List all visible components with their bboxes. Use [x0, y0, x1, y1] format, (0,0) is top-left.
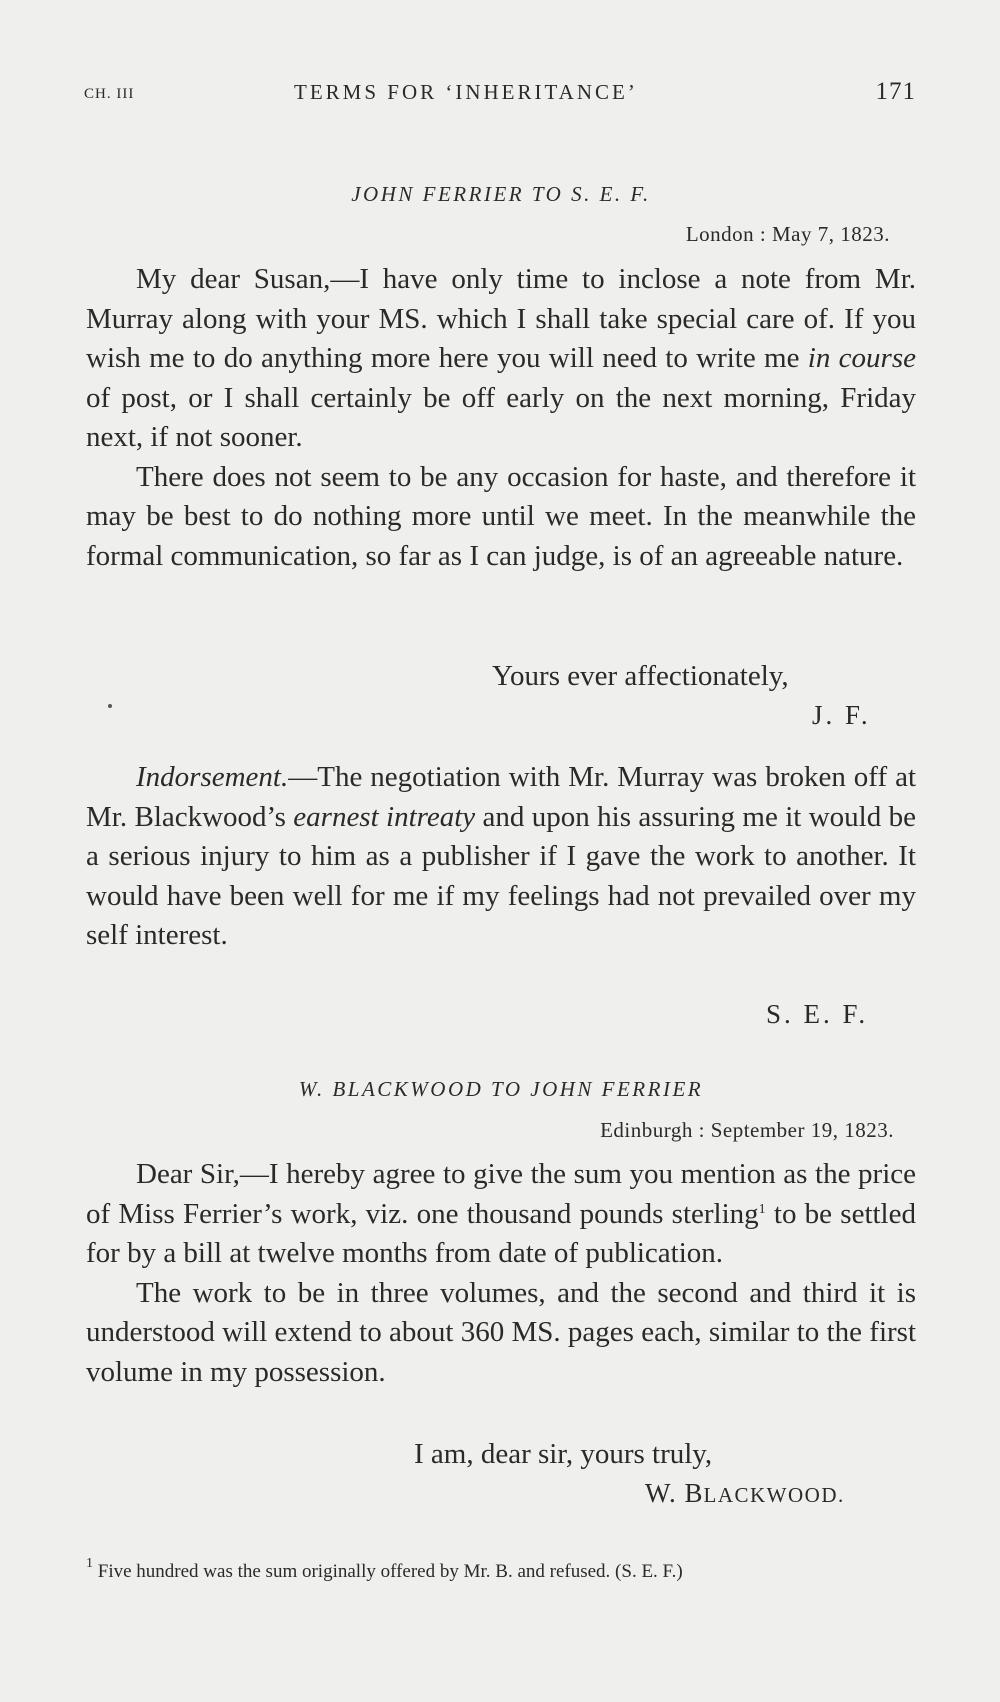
footnote: [86, 1558, 921, 1586]
indorsement-paragraph: [86, 758, 916, 956]
letter2-paragraph: [86, 1155, 916, 1274]
letter1-heading: JOHN FERRIER TO S. E. F.: [351, 182, 651, 206]
footnote-reference[interactable]: 1: [758, 1201, 766, 1217]
indorsement-text-end: and upon his assuring me it would be a serious injury to him as a publisher if I gave the work to another. It would have been well for me if my feelings had not prevailed over my self interest.: [86, 800, 916, 951]
indorsement-signature: S. E. F.: [766, 999, 869, 1029]
running-title: TERMS FOR ‘INHERITANCE’: [294, 80, 638, 104]
page-number: 171: [875, 78, 916, 105]
stray-mark: [108, 704, 112, 708]
footnote-mark: 1: [86, 1556, 93, 1571]
signature-initial: W. B: [645, 1478, 704, 1508]
letter1-para1-end: of post, or I shall certainly be off early on the next morning, Friday next, if not sooner.: [86, 381, 916, 453]
letter2-para1-start: Dear Sir,—I hereby agree to give the sum you mention as the price of Miss Ferrier’s work, viz. one thousand pounds sterling: [86, 1158, 916, 1230]
letter1-signature: J. F.: [812, 700, 871, 730]
letter1-para1-text: My dear Susan,—I have only time to inclose a note from Mr. Murray along with your MS. which I shall take special care of. If you wish me to do anything more here you will need to write me: [86, 263, 916, 374]
letter2-signature: [645, 1478, 845, 1509]
indorsement-label: Indorsement.: [136, 761, 289, 793]
indorsement-text-start: —The negotiation with Mr. Murray was broken off at Mr. Blackwood’s: [86, 761, 916, 833]
letter1-paragraph: There does not seem to be any occasion for haste, and therefore it may be best to do nothing more until we meet. In the meanwhile the formal communication, so far as I can judge, is of an agreeable nature.: [86, 460, 916, 572]
letter1-body: [86, 260, 916, 576]
letter2-heading: W. BLACKWOOD TO JOHN FERRIER: [298, 1077, 704, 1101]
chapter-label: CH. III: [84, 86, 135, 102]
indorsement-italic: earnest intreaty: [293, 800, 476, 833]
footnote-text: Five hundred was the sum originally offered by Mr. B. and refused. (S. E. F.): [93, 1561, 683, 1582]
letter2-paragraph: The work to be in three volumes, and the second and third it is understood will extend to about 360 MS. pages each, similar to the first volume in my possession.: [86, 1276, 916, 1388]
letter1-paragraph: [86, 260, 916, 458]
letter1-date: London : May 7, 1823.: [685, 222, 890, 246]
letter1-para1-italic: in course: [807, 342, 916, 374]
letter2-closing: I am, dear sir, yours truly,: [414, 1438, 713, 1470]
running-head: [84, 78, 916, 108]
letter1-closing: Yours ever affectionately,: [492, 660, 789, 692]
indorsement-body: [86, 758, 916, 956]
signature-rest: LACKWOOD.: [703, 1483, 845, 1507]
letter2-date: Edinburgh : September 19, 1823.: [600, 1118, 894, 1142]
letter2-para1-end: to be settled for by a bill at twelve months from date of publication.: [86, 1197, 916, 1269]
letter2-body: [86, 1155, 916, 1392]
